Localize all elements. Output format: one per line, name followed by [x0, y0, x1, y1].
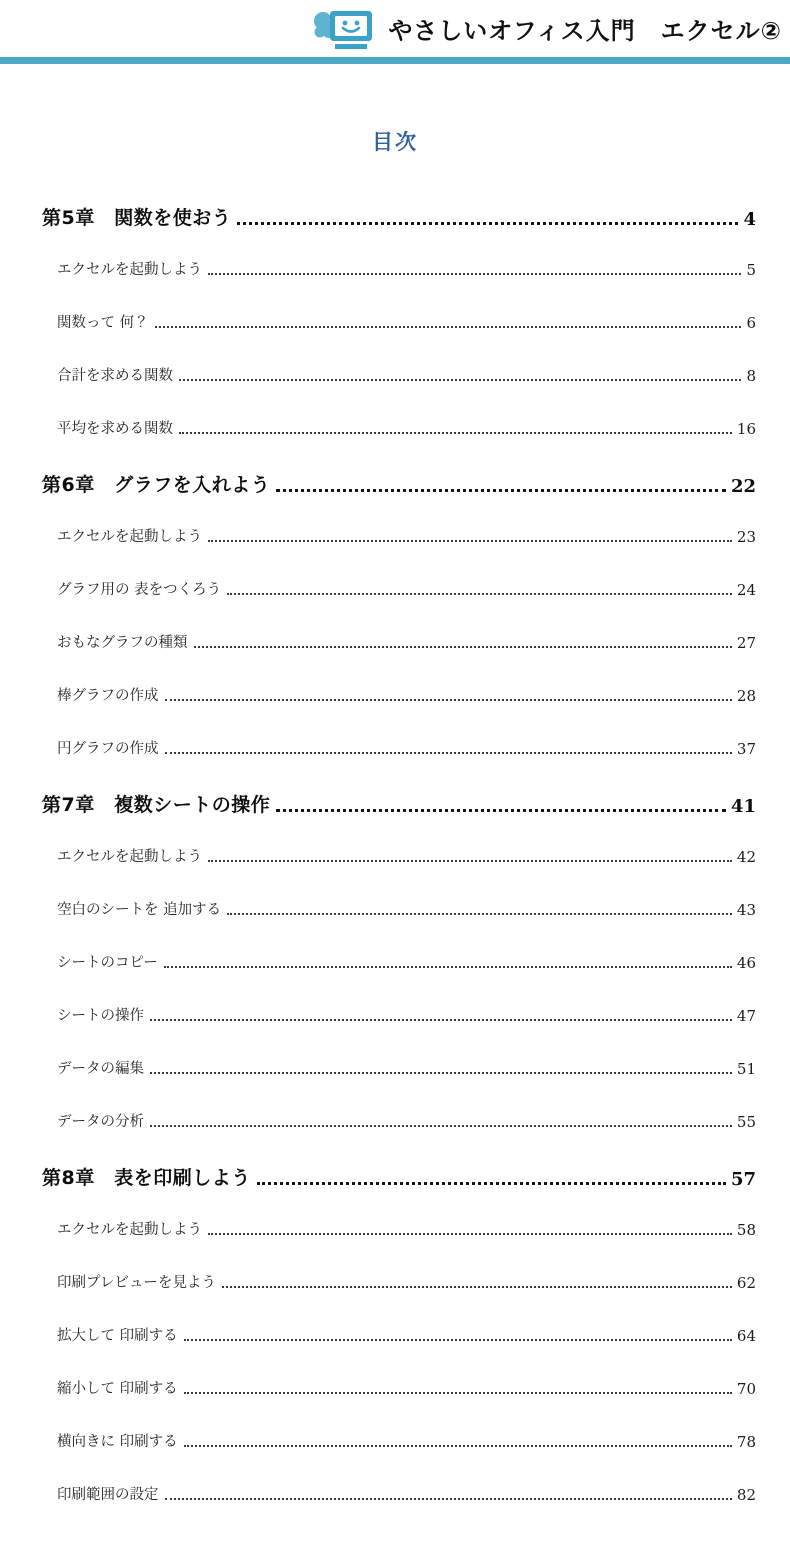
chapter-page-number: 41: [730, 796, 756, 817]
dot-leader: [208, 1233, 732, 1235]
dot-leader: [165, 1498, 732, 1500]
dot-leader: [184, 1392, 732, 1394]
dot-leader: [164, 966, 732, 968]
entry-label: グラフ用の 表をつくろう: [57, 582, 222, 598]
entry-page-number: 58: [736, 1221, 756, 1239]
dot-leader: [165, 752, 732, 754]
toc-entry-row: [42, 685, 756, 705]
toc-entry-row: [42, 1219, 756, 1239]
dot-leader: [257, 1182, 726, 1185]
entry-label: 拡大して 印刷する: [57, 1328, 178, 1344]
dot-leader: [227, 593, 732, 595]
dot-leader: [276, 489, 726, 492]
entry-label: シートの操作: [57, 1008, 144, 1024]
toc-chapter-row: [42, 791, 756, 817]
dot-leader: [276, 809, 726, 812]
toc-chapter-row: [42, 1164, 756, 1190]
entry-label: 関数って 何？: [57, 315, 149, 331]
dot-leader: [150, 1125, 732, 1127]
entry-page-number: 64: [736, 1327, 756, 1345]
toc-entry-row: [42, 312, 756, 332]
toc-chapter-row: [42, 204, 756, 230]
entry-label: 円グラフの作成: [57, 741, 159, 757]
entry-page-number: 43: [736, 901, 756, 919]
entry-page-number: 62: [736, 1274, 756, 1292]
toc-entry-row: [42, 1325, 756, 1345]
entry-page-number: 23: [736, 528, 756, 546]
dot-leader: [179, 379, 741, 381]
dot-leader: [155, 326, 742, 328]
entry-label: 平均を求める関数: [57, 421, 173, 437]
dot-leader: [165, 699, 732, 701]
toc-entry-row: [42, 579, 756, 599]
chapter-label: 第5章 関数を使おう: [42, 207, 232, 229]
entry-page-number: 5: [746, 261, 756, 279]
toc-entry-row: [42, 1431, 756, 1451]
computer-smiley-icon: [312, 6, 384, 52]
dot-leader: [179, 432, 732, 434]
entry-page-number: 16: [736, 420, 756, 438]
toc-entry-row: [42, 1484, 756, 1504]
toc-entry-row: [42, 1005, 756, 1025]
toc-entry-row: [42, 738, 756, 758]
accent-divider: [0, 57, 790, 64]
header-title: やさしいオフィス入門 エクセル②: [388, 17, 782, 45]
entry-page-number: 27: [736, 634, 756, 652]
toc-entry-row: [42, 632, 756, 652]
toc-entry-row: [42, 418, 756, 438]
entry-label: エクセルを起動しよう: [57, 529, 202, 545]
toc-entry-row: [42, 899, 756, 919]
entry-label: 空白のシートを 追加する: [57, 902, 222, 918]
dot-leader: [237, 222, 738, 225]
entry-label: 合計を求める関数: [57, 368, 173, 384]
toc-entry-row: [42, 365, 756, 385]
dot-leader: [184, 1445, 732, 1447]
entry-page-number: 78: [736, 1433, 756, 1451]
toc-entry-row: [42, 1378, 756, 1398]
entry-page-number: 82: [736, 1486, 756, 1504]
chapter-label: 第6章 グラフを入れよう: [42, 474, 271, 496]
chapter-page-number: 22: [730, 476, 756, 497]
entry-label: 棒グラフの作成: [57, 688, 159, 704]
entry-page-number: 47: [736, 1007, 756, 1025]
entry-label: データの編集: [57, 1061, 144, 1077]
chapter-page-number: 57: [730, 1169, 756, 1190]
toc-chapter-row: [42, 471, 756, 497]
entry-label: シートのコピー: [57, 955, 158, 971]
chapter-label: 第8章 表を印刷しよう: [42, 1167, 251, 1189]
dot-leader: [150, 1072, 732, 1074]
entry-page-number: 55: [736, 1113, 756, 1131]
dot-leader: [150, 1019, 732, 1021]
entry-label: 印刷プレビューを見よう: [57, 1275, 216, 1291]
entry-label: エクセルを起動しよう: [57, 849, 202, 865]
toc-entry-row: [42, 259, 756, 279]
dot-leader: [208, 273, 741, 275]
entry-page-number: 28: [736, 687, 756, 705]
table-of-contents: [0, 204, 790, 1504]
dot-leader: [222, 1286, 732, 1288]
entry-page-number: 24: [736, 581, 756, 599]
dot-leader: [227, 913, 732, 915]
dot-leader: [194, 646, 732, 648]
dot-leader: [208, 540, 732, 542]
toc-entry-row: [42, 1111, 756, 1131]
entry-label: エクセルを起動しよう: [57, 1222, 202, 1238]
entry-page-number: 42: [736, 848, 756, 866]
toc-entry-row: [42, 1058, 756, 1078]
entry-label: エクセルを起動しよう: [57, 262, 202, 278]
chapter-page-number: 4: [743, 209, 756, 230]
entry-page-number: 46: [736, 954, 756, 972]
dot-leader: [208, 860, 732, 862]
toc-entry-row: [42, 1272, 756, 1292]
dot-leader: [184, 1339, 732, 1341]
entry-page-number: 8: [746, 367, 756, 385]
entry-label: 横向きに 印刷する: [57, 1434, 178, 1450]
entry-page-number: 51: [736, 1060, 756, 1078]
entry-page-number: 6: [746, 314, 756, 332]
page-title: 目次: [372, 130, 418, 154]
toc-entry-row: [42, 526, 756, 546]
page-header: [0, 0, 790, 57]
entry-label: 印刷範囲の設定: [57, 1487, 159, 1503]
toc-entry-row: [42, 952, 756, 972]
entry-page-number: 37: [736, 740, 756, 758]
entry-page-number: 70: [736, 1380, 756, 1398]
toc-entry-row: [42, 846, 756, 866]
entry-label: 縮小して 印刷する: [57, 1381, 178, 1397]
entry-label: データの分析: [57, 1114, 144, 1130]
entry-label: おもなグラフの種類: [57, 635, 188, 651]
chapter-label: 第7章 複数シートの操作: [42, 794, 271, 816]
